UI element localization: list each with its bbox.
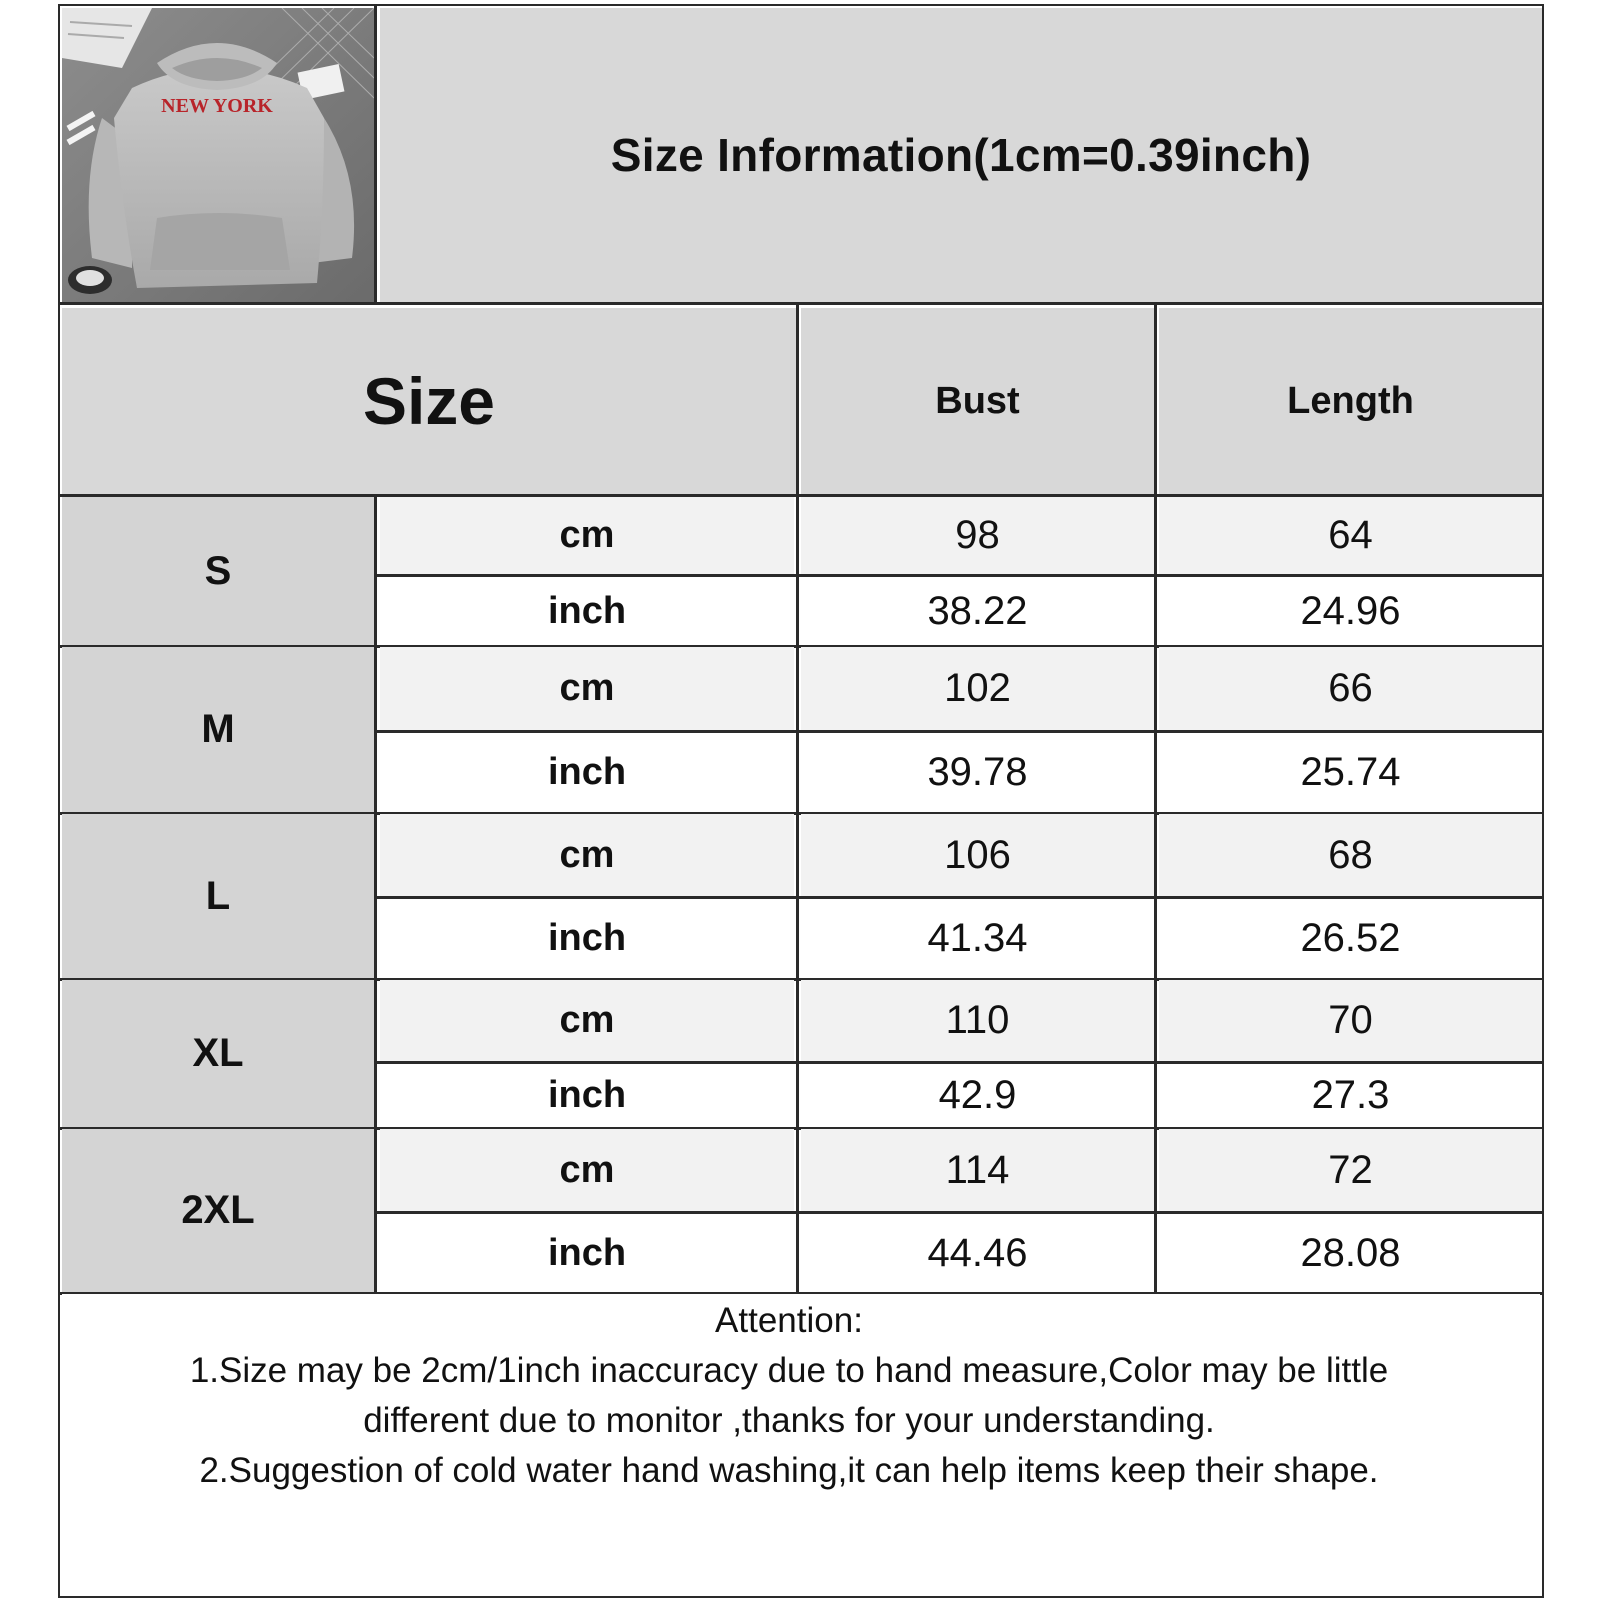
size-label-cell-text: 2XL: [181, 1188, 255, 1232]
length-inch-cell-text: 28.08: [1300, 1230, 1401, 1275]
page-title: Size Information(1cm=0.39inch): [610, 129, 1312, 181]
length-header-cell: [1159, 308, 1542, 494]
unit-inch-cell-text: inch: [547, 751, 627, 793]
notes-cell: [62, 1294, 1540, 1596]
unit-cm-cell-text: cm: [559, 999, 615, 1041]
size-header-cell: [62, 308, 796, 494]
unit-cm-cell: [380, 1129, 794, 1211]
bust-inch-cell-text: 39.78: [927, 750, 1028, 794]
bust-cm-cell-text: 110: [945, 998, 1010, 1042]
bust-cm-cell: [801, 1129, 1154, 1211]
unit-cm-cell: [380, 497, 794, 574]
length-cm-cell-text: 70: [1328, 998, 1373, 1042]
bust-inch-cell: [801, 1064, 1154, 1127]
hoodie-print-text: NEW YORK: [161, 95, 273, 117]
length-cm-cell: [1159, 497, 1542, 574]
bust-header-cell: [801, 308, 1154, 494]
bust-cm-cell: [801, 647, 1154, 730]
size-label-cell-text: XL: [192, 1031, 244, 1075]
unit-inch-cell-text: inch: [547, 1231, 627, 1274]
unit-inch-cell-text: inch: [547, 917, 627, 959]
unit-cm-cell: [380, 814, 794, 896]
unit-cm-cell: [380, 980, 794, 1061]
bust-column-header: Bust: [935, 379, 1020, 422]
notes-heading: Attention:: [715, 1301, 863, 1340]
note-line-1: 1.Size may be 2cm/1inch inaccuracy due to hand measure,Color may be little: [189, 1351, 1389, 1390]
length-inch-cell: [1159, 577, 1542, 645]
size-label-cell: [62, 647, 374, 812]
bust-inch-cell: [801, 1214, 1154, 1292]
length-cm-cell: [1159, 1129, 1542, 1211]
length-cm-cell: [1159, 814, 1542, 896]
length-cm-cell: [1159, 980, 1542, 1061]
bust-cm-cell-text: 98: [955, 513, 1000, 557]
length-cm-cell-text: 68: [1328, 832, 1373, 877]
length-cm-cell-text: 64: [1328, 513, 1373, 557]
size-label-cell-text: S: [204, 548, 232, 593]
unit-inch-cell: [380, 733, 794, 812]
bust-inch-cell-text: 42.9: [938, 1073, 1017, 1117]
length-inch-cell: [1159, 1064, 1542, 1127]
unit-inch-cell: [380, 899, 794, 978]
length-inch-cell-text: 25.74: [1300, 750, 1401, 794]
bust-cm-cell-text: 114: [945, 1147, 1010, 1192]
size-label-cell: [62, 980, 374, 1127]
length-inch-cell-text: 26.52: [1300, 916, 1401, 960]
unit-inch-cell-text: inch: [547, 589, 627, 632]
size-column-header: Size: [362, 364, 496, 438]
bust-inch-cell: [801, 577, 1154, 645]
unit-cm-cell-text: cm: [559, 667, 615, 709]
unit-inch-cell: [380, 1214, 794, 1292]
bust-cm-cell: [801, 497, 1154, 574]
bust-cm-cell: [801, 814, 1154, 896]
length-inch-cell: [1159, 733, 1542, 812]
bust-cm-cell-text: 102: [944, 666, 1011, 710]
length-cm-cell-text: 72: [1328, 1147, 1373, 1192]
size-label-cell: [62, 814, 374, 978]
length-column-header: Length: [1287, 379, 1414, 422]
length-inch-cell-text: 24.96: [1300, 588, 1401, 633]
bust-cm-cell-text: 106: [944, 832, 1011, 877]
length-inch-cell: [1159, 1214, 1542, 1292]
length-inch-cell-text: 27.3: [1311, 1073, 1390, 1117]
bust-inch-cell: [801, 899, 1154, 978]
bust-inch-cell-text: 41.34: [927, 916, 1028, 960]
unit-cm-cell-text: cm: [559, 833, 615, 876]
bust-inch-cell: [801, 733, 1154, 812]
length-inch-cell: [1159, 899, 1542, 978]
note-line-2: different due to monitor ,thanks for your understanding.: [363, 1401, 1215, 1440]
length-cm-cell: [1159, 647, 1542, 730]
size-chart: [58, 4, 1544, 1598]
bust-inch-cell-text: 38.22: [927, 588, 1028, 633]
size-label-cell: [62, 497, 374, 645]
bust-inch-cell-text: 44.46: [927, 1230, 1028, 1275]
unit-cm-cell-text: cm: [559, 1148, 615, 1191]
bust-cm-cell: [801, 980, 1154, 1061]
size-label-cell: [62, 1129, 374, 1292]
hoodie-photo-icon: [62, 8, 374, 302]
unit-cm-cell: [380, 647, 794, 730]
unit-cm-cell-text: cm: [559, 514, 615, 556]
size-label-cell-text: M: [201, 707, 235, 751]
title-cell: [380, 8, 1542, 302]
size-label-cell-text: L: [205, 873, 231, 918]
note-line-3: 2.Suggestion of cold water hand washing,it can help items keep their shape.: [199, 1451, 1379, 1490]
unit-inch-cell: [380, 1064, 794, 1127]
product-photo: [62, 8, 374, 302]
unit-inch-cell-text: inch: [547, 1074, 627, 1116]
unit-inch-cell: [380, 577, 794, 645]
length-cm-cell-text: 66: [1328, 666, 1373, 710]
